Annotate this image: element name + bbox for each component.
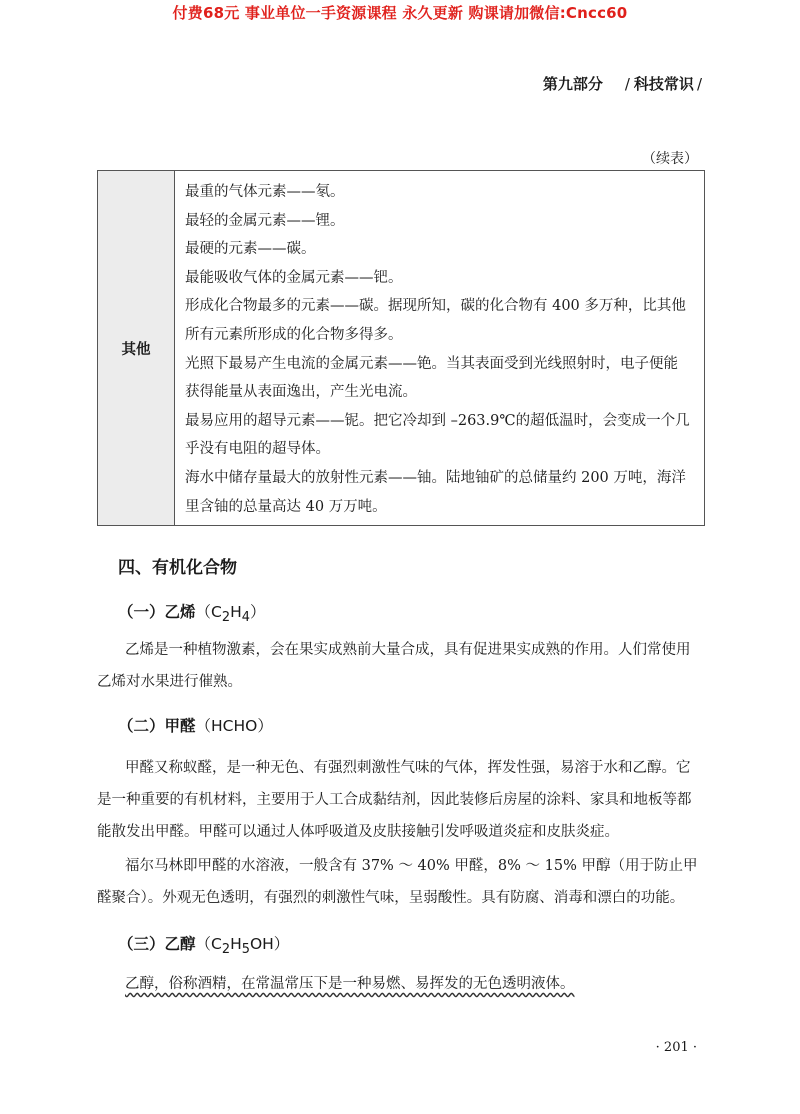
paragraph-line: 是一种重要的有机材料，主要用于人工合成黏结剂，因此装修后房屋的涂料、家具和地板等都 — [97, 792, 692, 808]
formula-part: （C — [195, 935, 222, 953]
formaldehyde-heading — [118, 714, 273, 736]
promo-banner: 付费68元 事业单位一手资源课程 永久更新 购课请加微信:Cncc60 — [172, 4, 628, 22]
table-line: 所有元素所形成的化合物多得多。 — [185, 326, 403, 343]
table-line: 形成化合物最多的元素——碳。据现所知，碳的化合物有 400 多万种，比其他 — [185, 298, 686, 315]
formula-part: H — [230, 603, 242, 621]
table-line: 乎没有电阻的超导体。 — [185, 441, 330, 458]
ethanol-heading-text: （三）乙醇 — [118, 935, 196, 953]
formula-subscript: 2 — [221, 942, 231, 958]
ethylene-heading-text: （一）乙烯 — [118, 603, 196, 621]
table-row — [98, 171, 705, 526]
formula-part: （C — [195, 603, 222, 621]
paragraph-line: 醛聚合）。外观无色透明，有强烈的刺激性气味，呈弱酸性。具有防腐、消毒和漂白的功能。 — [97, 890, 685, 906]
section-title: 四、有机化合物 — [118, 558, 237, 578]
paragraph-line: 能散发出甲醛。甲醛可以通过人体呼吸道及皮肤接触引发呼吸道炎症和皮肤炎症。 — [97, 824, 619, 840]
formaldehyde-formula: （HCHO） — [195, 717, 273, 735]
formaldehyde-paragraph-1 — [97, 752, 709, 848]
table-line: 最易应用的超导元素——铌。把它冷却到 –263.9℃的超低温时，会变成一个几 — [185, 412, 690, 429]
formula-part: ） — [249, 603, 266, 621]
topic-label: 科技常识 — [633, 75, 694, 93]
ethylene-heading — [118, 600, 265, 625]
ethanol-paragraph — [97, 968, 709, 1000]
ethylene-paragraph — [97, 634, 709, 698]
ethanol-formula — [195, 935, 290, 958]
table-line: 最轻的金属元素——锂。 — [185, 212, 345, 229]
content-cell — [175, 171, 705, 526]
part-label: 第九部分 — [542, 75, 603, 93]
table-line: 最能吸收气体的金属元素——钯。 — [185, 269, 403, 286]
formula-subscript: 2 — [221, 610, 231, 626]
table-line: 光照下最易产生电流的金属元素——铯。当其表面受到光线照射时，电子便能 — [185, 355, 678, 372]
paragraph-line: 乙烯对水果进行催熟。 — [97, 674, 242, 690]
paragraph-line: 甲醛又称蚁醛，是一种无色、有强烈刺激性气味的气体，挥发性强，易溶于水和乙醇。它 — [125, 760, 691, 776]
continued-label: （续表） — [642, 151, 698, 167]
category-cell: 其他 — [98, 171, 175, 526]
paragraph-line: 福尔马林即甲醛的水溶液，一般含有 37% ～ 40% 甲醛，8% ～ 15% 甲醇（用于防止甲 — [125, 858, 698, 874]
table-line: 里含铀的总量高达 40 万万吨。 — [185, 498, 387, 515]
paragraph-line: 乙烯是一种植物激素，会在果实成熟前大量合成，具有促进果实成熟的作用。人们常使用 — [125, 642, 691, 658]
table-line: 最重的气体元素——氡。 — [185, 184, 345, 200]
formaldehyde-heading-text: （二）甲醛 — [118, 717, 196, 735]
running-header — [543, 73, 702, 94]
formula-part: H — [230, 935, 242, 953]
formula-subscript: 5 — [241, 942, 250, 958]
formula-part: OH） — [249, 935, 290, 953]
table-line: 最硬的元素——碳。 — [185, 241, 316, 258]
table-line: 海水中储存量最大的放射性元素——铀。陆地铀矿的总储量约 200 万吨，海洋 — [185, 469, 686, 486]
page-number: · 201 · — [655, 1040, 697, 1055]
ethylene-formula — [195, 603, 266, 626]
ethanol-definition: 乙醇，俗称酒精，在常温常压下是一种易燃、易挥发的无色透明液体。 — [125, 976, 575, 992]
elements-table — [97, 170, 705, 526]
paragraph-line — [97, 968, 709, 1000]
header-separator: / — [624, 75, 630, 93]
table-line: 获得能量从表面逸出，产生光电流。 — [185, 384, 417, 401]
formaldehyde-paragraph-2 — [97, 850, 709, 914]
formula-subscript: 4 — [241, 610, 250, 626]
header-separator-end: / — [696, 75, 702, 93]
ethanol-heading — [118, 932, 289, 957]
